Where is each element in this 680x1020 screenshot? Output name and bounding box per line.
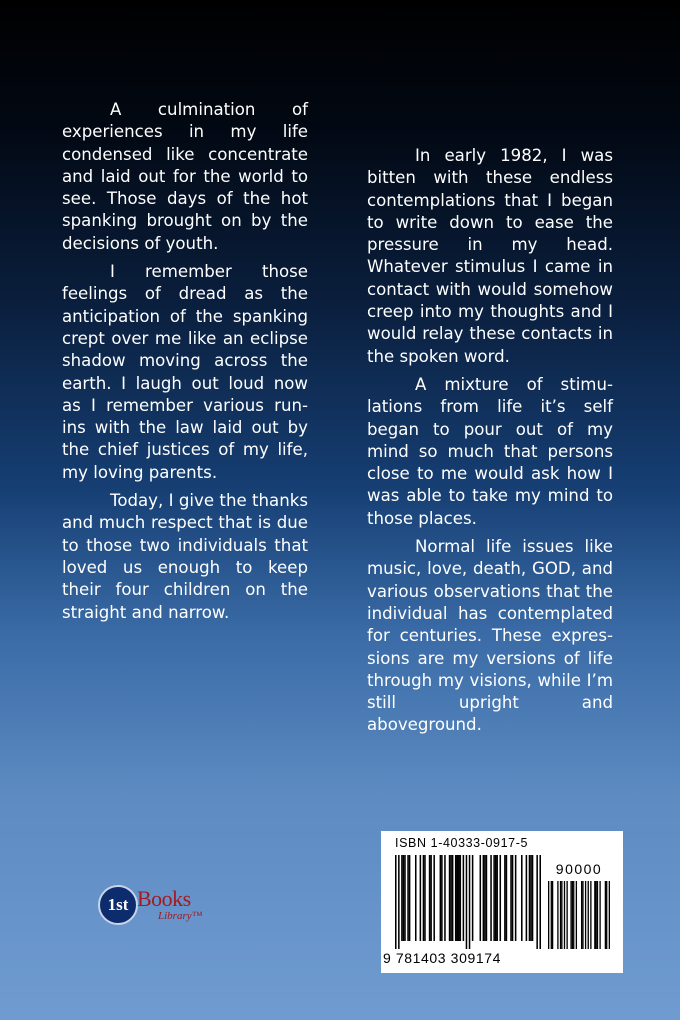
barcode-bar [486, 855, 488, 941]
barcode-bar [599, 881, 600, 949]
barcode-bar [401, 855, 403, 941]
paragraph: Normal life issues like music, love, death, GOD, and various observations that the individual has contemplated for centuries. These expressions are my versions of life through my visions, while I’m still upright and aboveground. [367, 537, 613, 735]
barcode-bar [504, 855, 506, 941]
barcode-bar [594, 881, 595, 949]
barcode-bar [572, 881, 573, 949]
barcode-bar [496, 855, 498, 941]
barcode-bar [415, 855, 417, 941]
barcode-bar [581, 881, 582, 949]
barcode-bar [510, 855, 512, 941]
barcode-bar [582, 881, 583, 949]
logo-mark: 1st [98, 885, 138, 925]
paragraph: I remember those feelings of dread as the anticipation of the spanking crept over me like an eclipse shadow moving across the earth. I laugh out loud now as I remember various run-ins with the law laid out by the chief justices of my life, my loving parents. [62, 262, 308, 482]
isbn-barcode-box [381, 831, 623, 973]
barcode-bar [609, 881, 610, 949]
barcode-bar [466, 855, 468, 949]
barcode-bar [530, 855, 532, 941]
barcode-bar [539, 855, 541, 949]
barcode-bar [532, 855, 534, 941]
addon-barcode [548, 881, 610, 949]
barcode-bar [515, 855, 517, 941]
barcode-bar [444, 855, 446, 941]
barcode-bar [493, 855, 495, 941]
logo-subtitle: Library™ [158, 910, 203, 922]
barcode-bar [564, 881, 565, 949]
barcode-bar [573, 881, 574, 949]
barcode-bar [460, 855, 462, 941]
left-text-column [62, 99, 308, 630]
barcode-bar [597, 881, 598, 949]
barcode-bar [590, 881, 591, 949]
logo-brand: Books [137, 886, 191, 911]
barcode-bar [456, 855, 458, 941]
barcode-bar [458, 855, 460, 941]
barcode-bar [480, 855, 482, 941]
barcode-bar [404, 855, 406, 941]
barcode-bar [450, 855, 452, 941]
barcode-bar [552, 881, 553, 949]
publisher-logo [98, 883, 218, 933]
barcode-bar [526, 855, 528, 941]
barcode-bar [585, 881, 586, 949]
barcode-bar [420, 855, 422, 941]
barcode-bar [560, 881, 561, 949]
barcode-bar [500, 855, 502, 941]
barcode-bar [398, 855, 400, 949]
barcode-bar [490, 855, 492, 941]
barcode-bar [463, 855, 465, 941]
barcode-bar [441, 855, 443, 941]
barcode-bar [440, 855, 442, 941]
ean-digits: 9 781403 309174 [383, 950, 501, 966]
isbn-label: ISBN 1-40333-0917-5 [395, 836, 529, 850]
paragraph: In early 1982, I was bitten with these endless contemplations that I began to write down to ease the pressure in my head. Whatever stimulus I came in contact with would somehow creep into my thoughts and I would relay these contacts in the spoken word. [367, 146, 613, 366]
barcode-bar [506, 855, 508, 941]
barcode-bar [551, 881, 552, 949]
barcode-bar [469, 855, 471, 949]
barcode-bar [395, 855, 397, 949]
barcode-bar [570, 881, 571, 949]
barcode-bar [429, 855, 431, 941]
barcode-bar [512, 855, 514, 941]
barcode-bar [455, 855, 457, 941]
barcode-bar [484, 855, 486, 941]
barcode-bar [536, 855, 538, 949]
right-text-column [367, 145, 613, 743]
barcode-bar [548, 881, 549, 949]
barcode-bar [409, 855, 411, 941]
barcode-bar [433, 855, 435, 941]
paragraph: A culmination of experiences in my life condensed like concentrate and laid out for the world to see. Those days of the hot spanking brought on by the decisions of youth. [62, 100, 308, 253]
barcode-bar [521, 855, 523, 941]
barcode-bar [495, 855, 497, 941]
barcode-bar [576, 881, 577, 949]
barcode-bar [566, 881, 567, 949]
barcode-bar [605, 881, 606, 949]
barcode-bar [424, 855, 426, 941]
barcode-bar [452, 855, 454, 941]
barcode-bar [407, 855, 409, 941]
barcode-bar [403, 855, 405, 941]
barcode-bar [588, 881, 589, 949]
barcode-bar [606, 881, 607, 949]
barcode-bar [472, 855, 474, 941]
barcode-bar [449, 855, 451, 941]
addon-digits: 90000 [555, 861, 603, 877]
barcode-bar [483, 855, 485, 941]
barcode-bar [430, 855, 432, 941]
ean-barcode [395, 855, 541, 949]
barcode-bar [595, 881, 596, 949]
barcode-bar [423, 855, 425, 941]
barcode-bar [561, 881, 562, 949]
barcode-bar [557, 881, 558, 949]
barcode-bar [529, 855, 531, 941]
paragraph: Today, I give the thanks and much respect that is due to those two individuals that loved us enough to keep their four children on the straight and narrow. [62, 491, 308, 622]
paragraph: A mixture of stimulations from life it’s self began to pour out of my mind so much that persons close to me would ask how I was able to take my mind to those places. [367, 374, 613, 528]
